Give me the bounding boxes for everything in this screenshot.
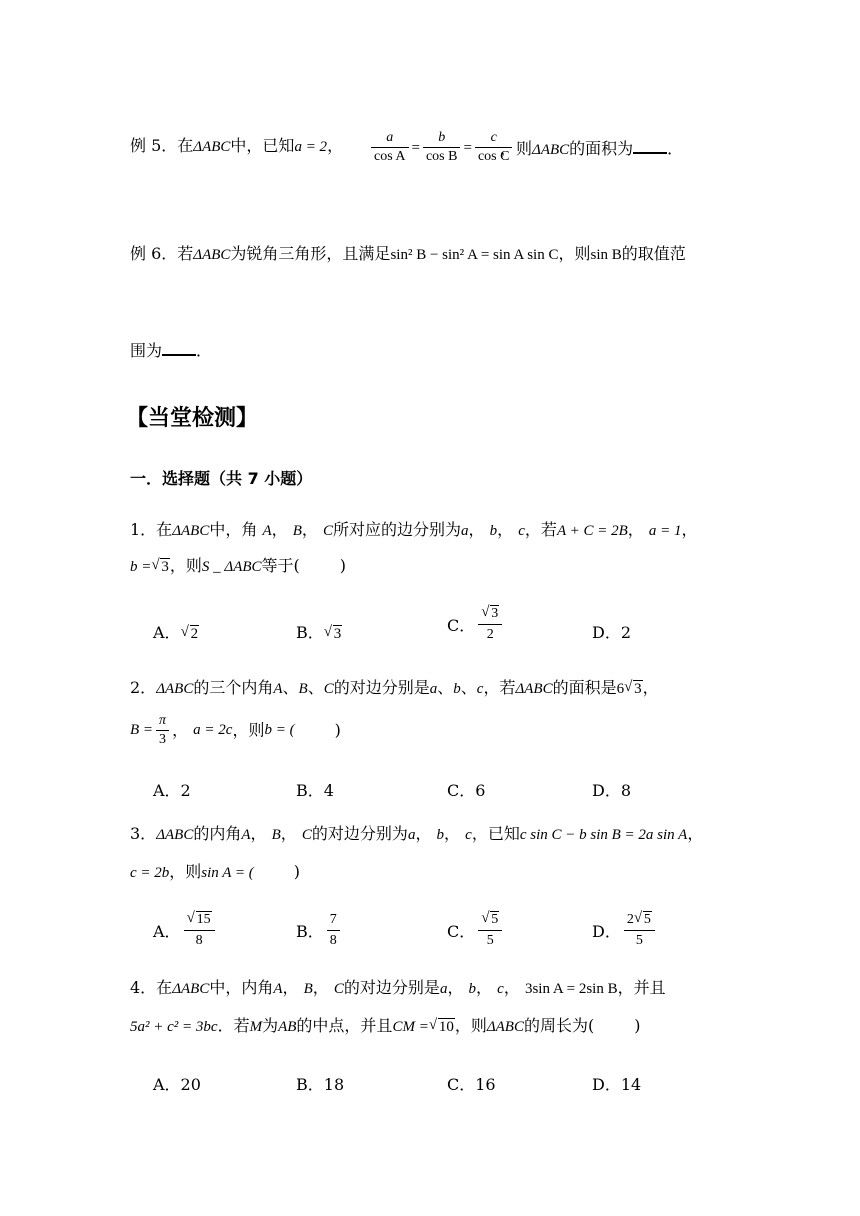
question-1-line1: 1．在ΔABC中，角 A， B， C所对应的边分别为a， b， c，若A + C = 2B， a = 1， bbox=[130, 520, 698, 539]
question-2-line2: B = $\frac{\pi}{3}$ ， a = 2c，则b = ( ) bbox=[130, 713, 341, 747]
example-5-fractions: $\frac{a}{\text{cos A}}$ = $\frac{b}{\text{cos B}}$ = $\frac{c}{\text{cos C}}$ bbox=[368, 131, 515, 164]
q3-option-d[interactable]: D． 2 √ 5 5 bbox=[592, 912, 658, 949]
question-4-line1: 4．在ΔABC中，内角A， B， C的对边分别是a， b， c， 3sin A = 2sin B，并且 bbox=[130, 978, 666, 997]
q2-option-a[interactable]: A．2 bbox=[153, 781, 191, 800]
answer-blank bbox=[162, 340, 196, 356]
q1-option-c[interactable]: C． √ 3 2 bbox=[447, 606, 505, 643]
answer-blank bbox=[633, 138, 667, 154]
example-6: 例 6．若ΔABC为锐角三角形，且满足sin² B − sin² A = sin A sin C，则sin B的取值范 bbox=[130, 244, 686, 263]
q3-option-a[interactable]: A． √ 15 8 bbox=[153, 912, 218, 949]
q3-option-c[interactable]: C． √ 5 5 bbox=[447, 912, 505, 949]
q2-option-b[interactable]: B．4 bbox=[296, 781, 334, 800]
q1-option-d[interactable]: D．2 bbox=[592, 623, 632, 642]
question-3-line1: 3．ΔABC的内角A， B， C的对边分别为a， b， c，已知c sin C − b sin B = 2a sin A， bbox=[130, 824, 704, 843]
triangle-abc: ΔABC bbox=[193, 139, 231, 155]
section-title: 【当堂检测】 bbox=[126, 406, 259, 431]
q4-option-a[interactable]: A．20 bbox=[153, 1075, 201, 1094]
example-5: 例 5．在ΔABC中，已知a = 2， bbox=[130, 136, 344, 155]
q1-option-a[interactable]: A． √ 2 bbox=[153, 623, 199, 642]
example-6-line2: 围为 ． bbox=[130, 341, 213, 360]
subsection-title: 一．选择题（共 7 小题） bbox=[130, 469, 313, 488]
example-5-tail: ，则ΔABC的面积为 ． bbox=[500, 139, 684, 158]
q4-option-c[interactable]: C．16 bbox=[447, 1075, 496, 1094]
question-3-line2: c = 2b，则sin A = ( ) bbox=[130, 862, 301, 881]
q3-option-b[interactable]: B． $\frac{7}{8}$ bbox=[296, 912, 343, 949]
fraction-c-cosC: $\frac{c}{\text{cos C}}$ bbox=[475, 131, 513, 164]
fraction-a-cosA: $\frac{a}{\text{cos A}}$ bbox=[371, 131, 409, 164]
question-1-line2: b = √ 3，则S _ ΔABC等于( ) bbox=[130, 556, 347, 575]
q1-option-b[interactable]: B． √ 3 bbox=[296, 623, 342, 642]
q4-option-b[interactable]: B．18 bbox=[296, 1075, 345, 1094]
condition-a: a = 2 bbox=[294, 139, 328, 155]
equation-sin: sin² B − sin² A = sin A sin C bbox=[390, 247, 559, 263]
q2-option-d[interactable]: D．8 bbox=[592, 781, 632, 800]
q2-option-c[interactable]: C．6 bbox=[447, 781, 486, 800]
question-4-line2: 5a² + c² = 3bc．若M为AB的中点，并且CM = √ 10，则ΔABC的周长为( ) bbox=[130, 1016, 641, 1035]
q4-option-d[interactable]: D．14 bbox=[592, 1075, 642, 1094]
question-2-line1: 2．ΔABC的三个内角A、B、C的对边分别是a、b、c，若ΔABC的面积是6 √ 3， bbox=[130, 678, 659, 697]
fraction-b-cosB: $\frac{b}{\text{cos B}}$ bbox=[423, 131, 461, 164]
